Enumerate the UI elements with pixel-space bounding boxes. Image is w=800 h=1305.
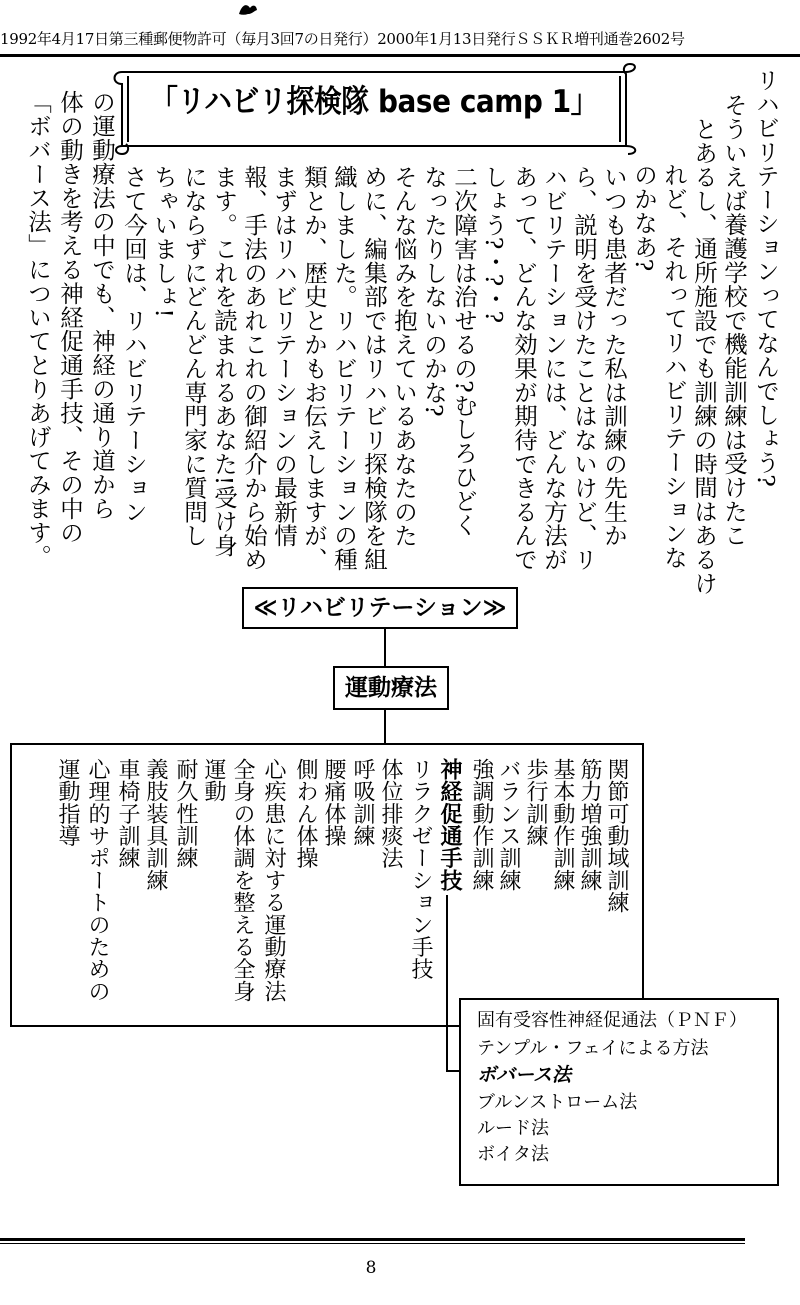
technique-item-highlighted: 神経促通手技 <box>437 758 463 892</box>
postal-permit-header: 1992年4月17日第三種郵便物許可（毎月3回7の日発行）2000年1月13日発行ＳＳＫＲ増刊通巻2602号 <box>0 30 685 48</box>
article-column: ちゃいましょ! <box>150 165 178 319</box>
technique-item: 側わん体操 <box>293 758 318 869</box>
technique-item: 歩行訓練 <box>523 758 548 847</box>
technique-item: 車椅子訓練 <box>115 758 140 869</box>
sub-method-item: テンプル・フェイによる方法 <box>477 1038 709 1059</box>
technique-item: 義肢装具訓練 <box>143 758 168 892</box>
page-number: 8 <box>365 1258 377 1278</box>
article-column: そういえば養護学校で機能訓練は受けたこ <box>720 93 748 548</box>
technique-item: 基本動作訓練 <box>550 758 575 892</box>
article-column: めに、編集部ではリハビリ探検隊を組 <box>360 165 388 572</box>
sub-method-item: ルード法 <box>477 1118 549 1139</box>
article-column: いつも患者だった私は訓練の先生か <box>600 165 628 548</box>
article-column: 「ボバース法」についてとりあげてみます。 <box>24 90 52 568</box>
article-column: あって、どんな効果が期待できるんで <box>510 165 538 572</box>
ink-mark-icon <box>238 2 258 16</box>
article-column: ます。これを読まれるあなた!受け身 <box>210 165 238 558</box>
child-label: 運動療法 <box>345 675 437 701</box>
article-column: ら、説明を受けたことはないけど、リ <box>570 165 598 572</box>
article-column: にならずにどんどん専門家に質問し <box>180 165 208 548</box>
technique-item: リラクゼーション手技 <box>408 758 433 980</box>
sub-method-item: 固有受容性神経促通法（ＰＮＦ） <box>477 1010 747 1031</box>
sub-methods-box <box>459 998 779 1186</box>
article-column: の運動療法の中でも、神経の通り道から <box>88 90 116 521</box>
technique-item: 耐久性訓練 <box>173 758 198 869</box>
article-column: さて今回は、リハビリテーション <box>120 165 148 524</box>
article-column: ハビリテーションには、どんな方法が <box>540 165 568 572</box>
article-column: 体の動きを考える神経促通手技、その中の <box>56 90 84 545</box>
article-column: 織しました。リハビリテーションの種 <box>330 165 358 572</box>
article-column: 二次障害は治せるの?むしろひどく <box>450 165 478 537</box>
technique-item: 腰痛体操 <box>321 758 346 847</box>
article-column: なったりしないのかな? <box>420 165 448 417</box>
connector-line <box>384 708 386 744</box>
footer-rule <box>0 1243 745 1244</box>
child-box <box>333 666 449 710</box>
sub-method-item: ブルンストローム法 <box>477 1092 638 1113</box>
sub-method-item: ボイタ法 <box>477 1144 549 1165</box>
technique-item: 体位排痰法 <box>378 758 403 869</box>
article-column: 類とか、歴史とかもお伝えしますが、 <box>300 165 328 572</box>
article-column: しょう?・?・? <box>480 165 508 324</box>
technique-item: 心疾患に対する運動療法 <box>261 758 286 1003</box>
technique-item: 心理的サポートのための <box>85 758 110 1003</box>
sub-method-item-highlighted: ボバース法 <box>477 1064 572 1086</box>
technique-item: バランス訓練 <box>496 758 521 892</box>
root-box <box>242 587 518 629</box>
footer-rule <box>0 1238 745 1241</box>
technique-item: 呼吸訓練 <box>350 758 375 847</box>
technique-item: 強調動作訓練 <box>469 758 494 892</box>
article-column: のかなあ? <box>630 163 658 272</box>
article-title: 「リハビリ探検隊 base camp 1」 <box>150 84 599 120</box>
root-label: ≪リハビリテーション≫ <box>253 595 507 621</box>
header-rule <box>0 54 800 57</box>
article-column: 報、手法のあれこれの御紹介から始め <box>240 165 268 572</box>
technique-item: 全身の体調を整える全身 <box>230 758 255 1003</box>
article-column: リハビリテーションってなんでしょう? <box>752 68 780 488</box>
article-column: そんな悩みを抱えているあなたのた <box>390 165 418 548</box>
connector-line <box>384 627 386 667</box>
article-column: まずはリハビリテーションの最新情 <box>270 165 298 548</box>
technique-item: 運動指導 <box>55 758 80 847</box>
technique-item: 関節可動域訓練 <box>604 758 629 914</box>
technique-item: 運動 <box>201 758 226 803</box>
article-column: とあるし、通所施設でも訓練の時間はあるけ <box>690 117 718 595</box>
article-column: れど、それってリハビリテーションな <box>660 163 688 570</box>
technique-item: 筋力増強訓練 <box>577 758 602 892</box>
connector-line <box>446 895 448 1071</box>
